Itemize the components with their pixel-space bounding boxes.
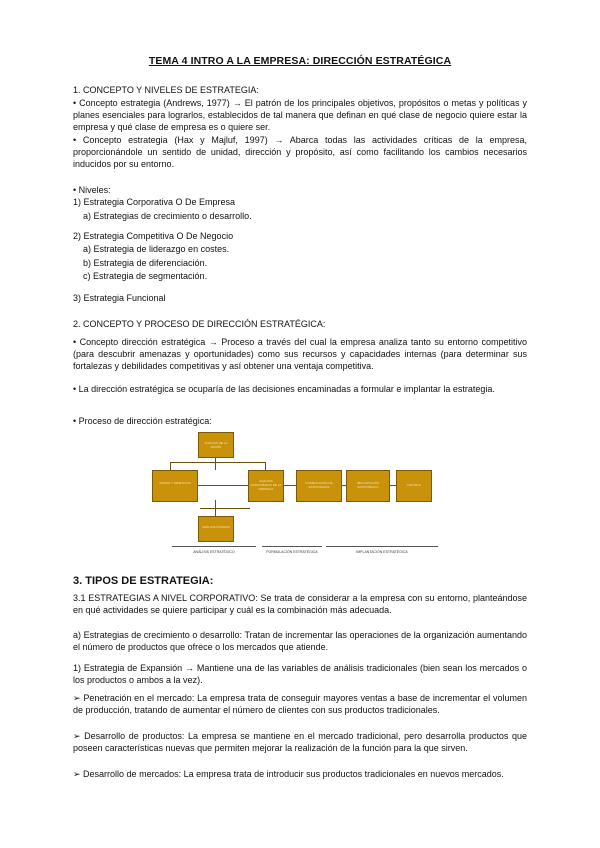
nivel-1-a: a) Estrategias de crecimiento o desarrollo.: [83, 211, 252, 221]
bracket-line: [262, 546, 322, 547]
box-formulacion-label: FORMULACIÓN DE ESTRATEGIAS: [305, 481, 333, 489]
box-control: [396, 470, 432, 502]
section-2-paragraph-direccion: • La dirección estratégica se ocuparía de las decisiones encaminadas a formular e implantar la estrategia.: [73, 384, 495, 394]
box-implantacion: [346, 470, 390, 502]
paragraph-desarrollo-productos: ➢ Desarrollo de productos: La empresa se mantiene en el mercado tradicional, pero desarrolla productos que poseen características nuevas que permiten mejorar la realización de la función para la que sirven.: [73, 731, 527, 753]
box-analisis-interno: [198, 516, 234, 542]
label-implantacion: IMPLANTACIÓN ESTRATÉGICA: [356, 550, 408, 554]
strategic-process-diagram: [150, 430, 450, 570]
paragraph-penetracion: ➢ Penetración en el mercado: La empresa trata de conseguir mayores ventas a base de incrementar el volumen de producción, tratando de aumentar el número de clientes con sus productos tradicionales.: [73, 693, 527, 715]
label-analisis: ANÁLISIS ESTRATÉGICO: [193, 550, 235, 554]
section-2-paragraph-proceso: • Proceso de dirección estratégica:: [73, 416, 212, 426]
section-1-paragraph-andrews: • Concepto estrategia (Andrews, 1977) → El patrón de los principales objetivos, propósitos o metas y políticas y planes esenciales para lograrlos, establecidos de tal manera que definan en qué clase de negocio quiere estar la empresa y qué clase de empresa es o quiere ser.: [73, 98, 527, 132]
box-analisis-estrategico: [248, 470, 284, 502]
bracket-line: [326, 546, 438, 547]
section-1-heading: 1. CONCEPTO Y NIVELES DE ESTRATEGIA:: [73, 85, 259, 95]
nivel-2-c: c) Estrategia de segmentación.: [83, 271, 208, 281]
nivel-3: 3) Estrategia Funcional: [73, 293, 166, 303]
box-mision-objetivos: [152, 470, 198, 502]
nivel-1: 1) Estrategia Corporativa O De Empresa: [73, 197, 236, 207]
bracket-line: [172, 546, 256, 547]
connector-line: [170, 462, 265, 463]
nivel-2: 2) Estrategia Competitiva O De Negocio: [73, 231, 234, 241]
box-analisis-mision-label: ANÁLISIS DE LA MISIÓN: [204, 441, 228, 449]
nivel-2-b: b) Estrategia de diferenciación.: [83, 258, 208, 268]
section-2-paragraph-concepto: • Concepto dirección estratégica → Proceso a través del cual la empresa analiza tanto su entorno competitivo (para descubrir amenazas y oportunidades) como sus recursos y capacidades internas (para determinar sus fortalezas y debilidades competitivas y así obtener una ventaja competitiva.: [73, 337, 527, 371]
label-formulacion: FORMULACIÓN ESTRATÉGICA: [266, 550, 318, 554]
box-implantacion-label: IMPLANTACIÓN ESTRATÉGICA: [356, 481, 380, 489]
section-1-paragraph-hax: • Concepto estrategia (Hax y Majluf, 1997) → Abarca todas las actividades críticas de la empresa, proporcionándole un sentido de unidad, dirección y propósito, así como facilitando los cambios necesarios inducidos por su entorno.: [73, 135, 527, 169]
connector-line: [215, 456, 216, 470]
box-analisis-estrategico-label: ANÁLISIS ESTRATÉGICO DE LA EMPRESA: [250, 479, 282, 491]
nivel-2-a: a) Estrategia de liderazgo en costes.: [83, 244, 230, 254]
box-control-label: CONTROL: [406, 483, 422, 487]
paragraph-expansion: 1) Estrategia de Expansión → Mantiene una de las variables de análisis tradicionales (bien sean los mercados o los productos o ambos a la vez).: [73, 663, 527, 685]
paragraph-desarrollo-mercados: ➢ Desarrollo de mercados: La empresa trata de introducir sus productos tradicionales en nuevos mercados.: [73, 769, 504, 779]
section-2-heading: 2. CONCEPTO Y PROCESO DE DIRECCIÓN ESTRATÉGICA:: [73, 319, 326, 329]
box-mision-objetivos-label: MISIÓN Y OBJETIVOS: [159, 481, 191, 485]
document-title: TEMA 4 INTRO A LA EMPRESA: DIRECCIÓN ESTRATÉGICA: [148, 55, 452, 67]
niveles-label: • Niveles:: [73, 185, 111, 195]
paragraph-crecimiento: a) Estrategias de crecimiento o desarrollo: Tratan de incrementar las operaciones de la organización aumentando el número de productos que ofrece o los mercados que atiende.: [73, 630, 527, 652]
connector-line: [200, 508, 250, 509]
box-analisis-mision: [198, 432, 234, 458]
section-3-1-paragraph: 3.1 ESTRATEGIAS A NIVEL CORPORATIVO: Se trata de considerar a la empresa con su entorno, planteándose en qué actividades se quiere participar y cuál es la combinación más adecuada.: [73, 593, 527, 615]
section-3-heading: 3. TIPOS DE ESTRATEGIA:: [73, 575, 214, 587]
box-analisis-interno-label: ANÁLISIS INTERNO: [202, 525, 230, 529]
box-formulacion: [296, 470, 342, 502]
